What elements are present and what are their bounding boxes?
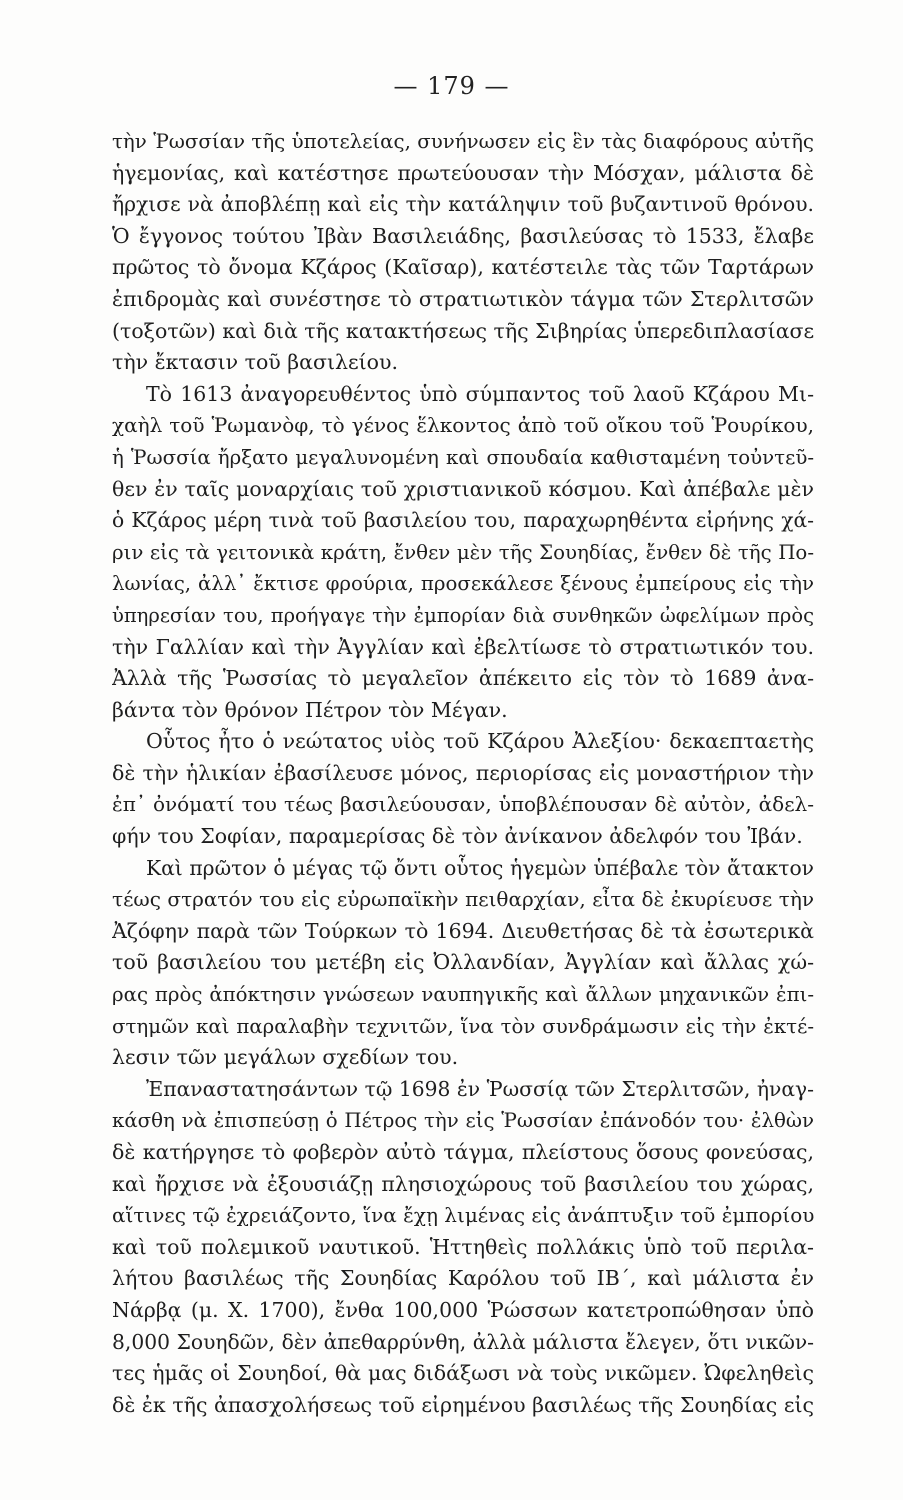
text-line: ρας πρὸς ἀπόκτησιν γνώσεων ναυπηγικῆς καὶ ἄλλων μηχανικῶν ἐπι- bbox=[112, 983, 814, 1007]
text-line: Ἐπαναστατησάντων τῷ 1698 ἐν Ῥωσσίᾳ τῶν Στερλιτσῶν, ἠναγ- bbox=[146, 1076, 814, 1101]
text-line: δὲ ἐκ τῆς ἀπασχολήσεως τοῦ εἰρημένου βασιλέως τῆς Σουηδίας εἰς bbox=[112, 1392, 814, 1417]
text-line: Ἀζόφην παρὰ τῶν Τούρκων τὸ 1694. Διευθετήσας δὲ τὰ ἐσωτερικὰ bbox=[112, 918, 814, 943]
text-line: στημῶν καὶ παραλαβὴν τεχνιτῶν, ἵνα τὸν συνδράμωσιν εἰς τὴν ἐκτέ- bbox=[112, 1014, 814, 1038]
text-line: 8,000 Σουηδῶν, δὲν ἀπεθαρρύνθη, ἀλλὰ μάλιστα ἔλεγεν, ὅτι νικῶν- bbox=[112, 1329, 814, 1354]
text-line: τέως στρατόν του εἰς εὐρωπαϊκὴν πειθαρχίαν, εἶτα δὲ ἐκυρίευσε τὴν bbox=[112, 887, 814, 912]
text-line: καὶ ἤρχισε νὰ ἐξουσιάζῃ πλησιοχώρους τοῦ βασιλείου του χώρας, bbox=[112, 1171, 814, 1196]
text-line: Ὁ ἔγγονος τούτου Ἰβὰν Βασιλειάδης, βασιλεύσας τὸ 1533, ἔλαβε bbox=[112, 223, 814, 248]
text-line: φήν του Σοφίαν, παραμερίσας δὲ τὸν ἀνίκανον ἀδελφόν του Ἰβάν. bbox=[112, 824, 803, 849]
text-line: λεσιν τῶν μεγάλων σχεδίων του. bbox=[112, 1045, 459, 1070]
text-line: καὶ τοῦ πολεμικοῦ ναυτικοῦ. Ἡττηθεὶς πολλάκις ὑπὸ τοῦ περιλα- bbox=[112, 1234, 814, 1259]
body-text bbox=[112, 126, 814, 1421]
text-line: Τὸ 1613 ἀναγορευθέντος ὑπὸ σύμπαντος τοῦ λαοῦ Κζάρου Μι- bbox=[146, 381, 814, 406]
text-line: δὲ τὴν ἡλικίαν ἐβασίλευσε μόνος, περιορίσας εἰς μοναστήριον τὴν bbox=[112, 760, 814, 785]
page-number: — 179 — bbox=[393, 72, 510, 100]
text-line: ἤρχισε νὰ ἀποβλέπῃ καὶ εἰς τὴν κατάληψιν τοῦ βυζαντινοῦ θρόνου. bbox=[112, 192, 814, 217]
text-line: ἡγεμονίας, καὶ κατέστησε πρωτεύουσαν τὴν Μόσχαν, μάλιστα δὲ bbox=[112, 160, 814, 185]
text-line: λήτου βασιλέως τῆς Σουηδίας Καρόλου τοῦ ΙΒ´, καὶ μάλιστα ἐν bbox=[112, 1266, 814, 1291]
text-line: (τοξοτῶν) καὶ διὰ τῆς κατακτήσεως τῆς Σιβηρίας ὑπερεδιπλασίασε bbox=[112, 318, 814, 343]
text-line: ὑπηρεσίαν του, προήγαγε τὴν ἐμπορίαν διὰ συνθηκῶν ὠφελίμων πρὸς bbox=[112, 603, 814, 627]
text-line: τοῦ βασιλείου του μετέβη εἰς Ὀλλανδίαν, Ἀγγλίαν καὶ ἄλλας χώ- bbox=[112, 950, 814, 975]
text-line: ἐπιδρομὰς καὶ συνέστησε τὸ στρατιωτικὸν τάγμα τῶν Στερλιτσῶν bbox=[112, 286, 814, 311]
text-line: ἐπ᾽ ὀνόματί του τέως βασιλεύουσαν, ὑποβλέπουσαν δὲ αὐτὸν, ἀδελ- bbox=[112, 792, 814, 817]
text-line: θεν ἐν ταῖς μοναρχίαις τοῦ χριστιανικοῦ κόσμου. Καὶ ἀπέβαλε μὲν bbox=[112, 476, 814, 501]
text-line: ριν εἰς τὰ γειτονικὰ κράτη, ἔνθεν μὲν τῆς Σουηδίας, ἔνθεν δὲ τῆς Πο- bbox=[112, 540, 814, 564]
text-line: Οὗτος ἦτο ὁ νεώτατος υἱὸς τοῦ Κζάρου Ἀλεξίου· δεκαεπταετὴς bbox=[146, 729, 814, 754]
text-line: χαὴλ τοῦ Ῥωμανὸφ, τὸ γένος ἕλκοντος ἀπὸ τοῦ οἴκου τοῦ Ῥουρίκου, bbox=[112, 413, 814, 438]
text-line: κάσθη νὰ ἐπισπεύσῃ ὁ Πέτρος τὴν εἰς Ῥωσσίαν ἐπάνοδόν του· ἐλθὼν bbox=[112, 1109, 814, 1133]
text-line: ἡ Ῥωσσία ἤρξατο μεγαλυνομένη καὶ σπουδαία καθισταμένη τοὐντεῦ- bbox=[112, 445, 814, 469]
text-line: Ἀλλὰ τῆς Ῥωσσίας τὸ μεγαλεῖον ἀπέκειτο εἰς τὸν τὸ 1689 ἀνα- bbox=[112, 666, 814, 691]
text-line: αἵτινες τῷ ἐχρειάζοντο, ἵνα ἔχῃ λιμένας εἰς ἀνάπτυξιν τοῦ ἐμπορίου bbox=[112, 1203, 814, 1228]
text-line: Καὶ πρῶτον ὁ μέγας τῷ ὄντι οὗτος ἡγεμὼν ὑπέβαλε τὸν ἄτακτον bbox=[146, 855, 814, 880]
text-line: πρῶτος τὸ ὄνομα Κζάρος (Καῖσαρ), κατέστειλε τὰς τῶν Ταρτάρων bbox=[112, 255, 814, 280]
text-line: λωνίας, ἀλλ᾽ ἔκτισε φρούρια, προσεκάλεσε ξένους ἐμπείρους εἰς τὴν bbox=[112, 572, 814, 596]
text-line: δὲ κατήργησε τὸ φοβερὸν αὐτὸ τάγμα, πλείστους ὅσους φονεύσας, bbox=[112, 1140, 814, 1164]
text-line: τὴν Γαλλίαν καὶ τὴν Ἀγγλίαν καὶ ἐβελτίωσε τὸ στρατιωτικόν του. bbox=[112, 634, 814, 659]
text-line: τες ἡμᾶς οἱ Σουηδοί, θὰ μας διδάξωσι νὰ τοὺς νικῶμεν. Ὠφεληθεὶς bbox=[112, 1361, 814, 1386]
text-line: τὴν Ῥωσσίαν τῆς ὑποτελείας, συνήνωσεν εἰς ἓν τὰς διαφόρους αὐτῆς bbox=[112, 130, 814, 153]
text-line: Νάρβᾳ (μ. Χ. 1700), ἔνθα 100,000 Ῥώσσων κατετροπώθησαν ὑπὸ bbox=[112, 1297, 814, 1322]
text-line: ὁ Κζάρος μέρη τινὰ τοῦ βασιλείου του, παραχωρηθέντα εἰρήνης χά- bbox=[112, 508, 814, 533]
text-line: βάντα τὸν θρόνον Πέτρον τὸν Μέγαν. bbox=[112, 697, 508, 722]
text-line: τὴν ἔκτασιν τοῦ βασιλείου. bbox=[112, 350, 398, 375]
